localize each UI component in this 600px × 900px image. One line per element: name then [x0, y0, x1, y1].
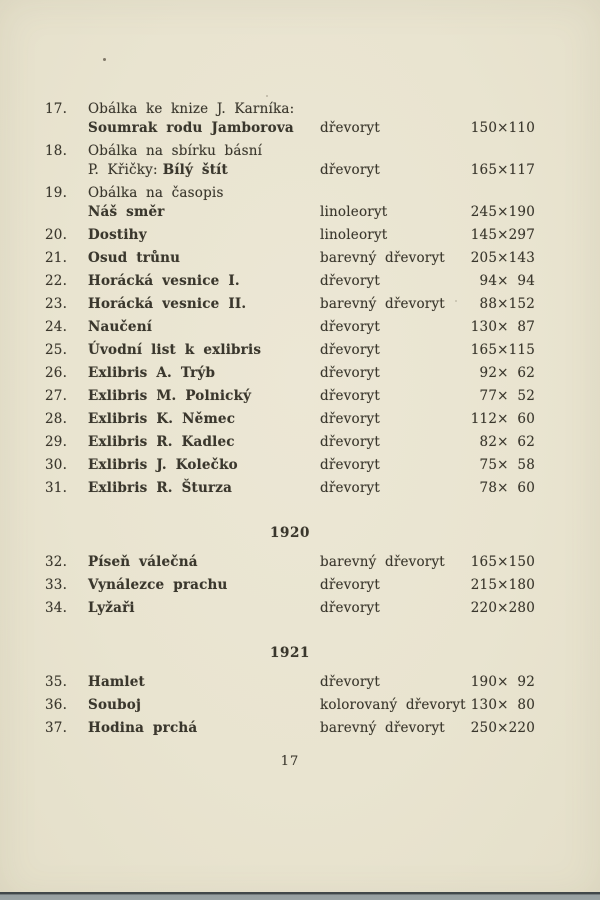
entry-title-cell	[88, 226, 320, 245]
entry-number: 25.	[45, 342, 68, 358]
entry-title-line	[88, 433, 320, 452]
entry-technique: dřevoryt	[320, 120, 380, 136]
entry-title-cell	[88, 295, 320, 314]
entry-title: Píseň válečná	[88, 554, 198, 570]
entry-title-cell	[88, 184, 320, 222]
entry-dimensions: 165×117	[470, 162, 535, 178]
year-heading: 1921	[270, 645, 310, 661]
entry-number: 28.	[45, 411, 68, 427]
catalog-entry-row	[45, 696, 535, 715]
catalog-entry-row	[45, 576, 535, 595]
entry-technique: dřevoryt	[320, 388, 380, 404]
entry-title-line	[88, 479, 320, 498]
entry-title: Exlibris R. Šturza	[88, 480, 233, 496]
entry-title-cell	[88, 576, 320, 595]
entry-title-line	[88, 696, 320, 715]
catalog-entry-row	[45, 433, 535, 452]
entry-dimensions: 205×143	[470, 250, 535, 266]
entry-title-cell	[88, 341, 320, 360]
entry-title: Exlibris M. Polnický	[88, 388, 252, 404]
entry-title-cell	[88, 318, 320, 337]
entry-technique: dřevoryt	[320, 480, 380, 496]
entry-title-cell	[88, 456, 320, 475]
entry-title-cell	[88, 696, 320, 715]
entry-dimensions: 92× 62	[479, 365, 535, 381]
entry-technique: dřevoryt	[320, 365, 380, 381]
entry-number: 17.	[45, 101, 68, 117]
entry-title: Horácká vesnice II.	[88, 296, 247, 312]
entry-dimensions: 94× 94	[479, 273, 535, 289]
entry-title: Vynálezce prachu	[88, 577, 228, 593]
entry-title-cell	[88, 599, 320, 618]
entry-technique: linoleoryt	[320, 227, 388, 243]
entry-number: 33.	[45, 577, 68, 593]
entry-description-line: Obálka na časopis	[88, 185, 224, 201]
catalog-entry-row	[45, 142, 535, 180]
entry-title: Exlibris J. Kolečko	[88, 457, 238, 473]
entry-dimensions: 88×152	[479, 296, 535, 312]
entry-dimensions: 215×180	[470, 577, 535, 593]
entry-dimensions: 165×150	[470, 554, 535, 570]
entry-title-cell	[88, 410, 320, 429]
scan-bottom-edge	[0, 892, 600, 900]
entry-title-line	[88, 249, 320, 268]
entry-title-line	[88, 576, 320, 595]
entry-technique: barevný dřevoryt	[320, 296, 445, 312]
entry-technique: dřevoryt	[320, 434, 380, 450]
entry-dimensions: 82× 62	[479, 434, 535, 450]
entry-dimensions: 130× 87	[470, 319, 535, 335]
entry-technique: dřevoryt	[320, 162, 380, 178]
entry-title-cell	[88, 387, 320, 406]
entry-title-cell	[88, 364, 320, 383]
entry-title-line	[88, 226, 320, 245]
entry-title: Exlibris K. Němec	[88, 411, 236, 427]
entry-technique: kolorovaný dřevoryt	[320, 697, 466, 713]
year-heading: 1920	[270, 525, 310, 541]
catalog-entry-row	[45, 364, 535, 383]
catalog-entry-row	[45, 387, 535, 406]
entry-technique: barevný dřevoryt	[320, 554, 445, 570]
catalog-entry-row	[45, 318, 535, 337]
entry-title-cell	[88, 553, 320, 572]
entry-number: 23.	[45, 296, 68, 312]
entry-number: 21.	[45, 250, 68, 266]
entry-title: Exlibris A. Trýb	[88, 365, 216, 381]
entry-number: 22.	[45, 273, 68, 289]
entry-title: Souboj	[88, 697, 142, 713]
entry-title: Naučení	[88, 319, 153, 335]
catalog-entry-row	[45, 673, 535, 692]
page-content	[45, 100, 535, 769]
entry-number: 29.	[45, 434, 68, 450]
entry-title: Horácká vesnice I.	[88, 273, 240, 289]
entry-title: Soumrak rodu Jamborova	[88, 120, 294, 136]
entry-title-cell	[88, 673, 320, 692]
catalog-entry-row	[45, 226, 535, 245]
entry-number: 30.	[45, 457, 68, 473]
entry-number: 20.	[45, 227, 68, 243]
entry-dimensions: 112× 60	[470, 411, 535, 427]
entry-dimensions: 130× 80	[470, 697, 535, 713]
entry-technique: linoleoryt	[320, 204, 388, 220]
entry-number: 35.	[45, 674, 68, 690]
entry-number: 37.	[45, 720, 68, 736]
entry-dimensions: 165×115	[470, 342, 535, 358]
entry-title-cell	[88, 719, 320, 738]
entry-number: 36.	[45, 697, 68, 713]
entry-dimensions: 75× 58	[479, 457, 535, 473]
entry-number: 27.	[45, 388, 68, 404]
entry-number: 34.	[45, 600, 68, 616]
entry-description-line: Obálka na sbírku básní	[88, 143, 263, 159]
entry-dimensions: 145×297	[470, 227, 535, 243]
catalog-entry-row	[45, 553, 535, 572]
entry-title-line	[88, 673, 320, 692]
catalog-entry-row	[45, 599, 535, 618]
entry-dimensions: 250×220	[470, 720, 535, 736]
entry-technique: dřevoryt	[320, 457, 380, 473]
entry-technique: dřevoryt	[320, 273, 380, 289]
entry-title-cell	[88, 100, 320, 138]
entry-title: Náš směr	[88, 204, 165, 220]
entry-title: Hodina prchá	[88, 720, 198, 736]
entry-title-line	[88, 364, 320, 383]
entry-number: 26.	[45, 365, 68, 381]
entry-title-line	[88, 387, 320, 406]
entry-title: Dostihy	[88, 227, 147, 243]
entry-title: Exlibris R. Kadlec	[88, 434, 235, 450]
entry-title-cell	[88, 433, 320, 452]
entry-title-line	[88, 119, 320, 138]
entry-title: Hamlet	[88, 674, 145, 690]
catalog-entry-row	[45, 100, 535, 138]
entry-title-line	[88, 456, 320, 475]
entry-dimensions: 190× 92	[470, 674, 535, 690]
entry-dimensions: 150×110	[470, 120, 535, 136]
catalog-entry-row	[45, 456, 535, 475]
entry-dimensions: 77× 52	[479, 388, 535, 404]
entry-title: Osud trůnu	[88, 250, 181, 266]
catalog-entry-row	[45, 341, 535, 360]
entry-title-line	[88, 553, 320, 572]
entry-number: 32.	[45, 554, 68, 570]
entry-title-prefix: P. Křičky:	[88, 162, 158, 178]
entry-title-line	[88, 295, 320, 314]
entry-title: Lyžaři	[88, 600, 135, 616]
entry-dimensions: 78× 60	[479, 480, 535, 496]
entry-title-line	[88, 410, 320, 429]
entry-technique: dřevoryt	[320, 600, 380, 616]
entry-title-cell	[88, 142, 320, 180]
catalog-entry-row	[45, 184, 535, 222]
entry-number: 19.	[45, 185, 68, 201]
paper-speck	[266, 95, 268, 97]
page-number: 17	[280, 754, 300, 769]
entry-technique: dřevoryt	[320, 319, 380, 335]
entry-dimensions: 245×190	[470, 204, 535, 220]
entry-title-line	[88, 161, 320, 180]
entry-technique: barevný dřevoryt	[320, 720, 445, 736]
paper-speck	[103, 58, 106, 61]
entry-number: 31.	[45, 480, 68, 496]
entry-description-line: Obálka ke knize J. Karníka:	[88, 101, 295, 117]
entry-technique: dřevoryt	[320, 577, 380, 593]
entry-technique: dřevoryt	[320, 342, 380, 358]
entry-title: Úvodní list k exlibris	[88, 342, 262, 358]
catalog-entry-row	[45, 479, 535, 498]
catalog-entry-row	[45, 249, 535, 268]
entry-title-cell	[88, 479, 320, 498]
catalog-entry-row	[45, 295, 535, 314]
entry-title-line	[88, 341, 320, 360]
entry-technique: dřevoryt	[320, 674, 380, 690]
entry-title-cell	[88, 272, 320, 291]
entry-title-line	[88, 318, 320, 337]
entry-technique: barevný dřevoryt	[320, 250, 445, 266]
entry-title-line	[88, 599, 320, 618]
entry-title-line	[88, 719, 320, 738]
catalog-entry-list	[45, 100, 535, 738]
entry-number: 18.	[45, 143, 68, 159]
entry-title-cell	[88, 249, 320, 268]
catalog-entry-row	[45, 272, 535, 291]
entry-title-line	[88, 203, 320, 222]
catalog-entry-row	[45, 410, 535, 429]
catalog-entry-row	[45, 719, 535, 738]
entry-title-line	[88, 272, 320, 291]
entry-number: 24.	[45, 319, 68, 335]
entry-technique: dřevoryt	[320, 411, 380, 427]
entry-title: Bílý štít	[162, 162, 228, 178]
entry-dimensions: 220×280	[470, 600, 535, 616]
